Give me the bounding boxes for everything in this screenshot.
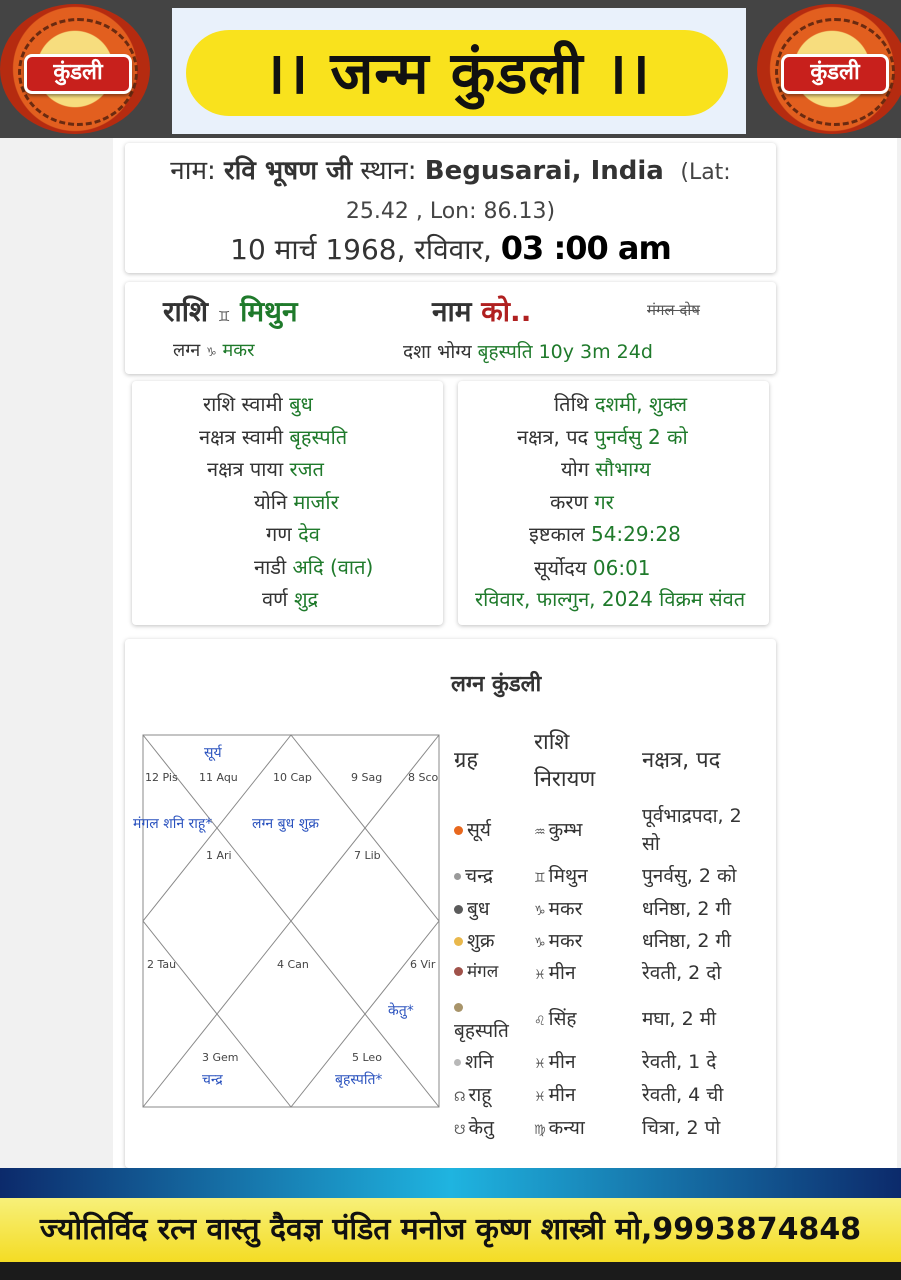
- table-row-nakshatra: धनिष्ठा, 2 गी: [642, 930, 732, 952]
- chart-title: लग्न कुंडली: [451, 672, 542, 697]
- footer-text: ज्योतिर्विद रत्न वास्तु दैवज्ञ पंडित मनोज कृष्ण शास्त्री मो,9993874848: [39, 1212, 862, 1247]
- sign-label: 8 Sco: [408, 771, 439, 784]
- sun-dot-icon: [454, 826, 463, 835]
- sign-label: 12 Pis: [145, 771, 178, 784]
- detail-row: नक्षत्र स्वामी बृहस्पति: [199, 425, 348, 449]
- table-row-nakshatra: मघा, 2 मी: [642, 1008, 717, 1030]
- table-row-rashi: ♓ मीन: [534, 962, 576, 984]
- detail-row: नक्षत्र पाया रजत: [207, 457, 324, 481]
- col-header-nirayan: निरायण: [534, 767, 596, 792]
- sign-label: 11 Aqu: [199, 771, 238, 784]
- detail-row: नक्षत्र, पद पुनर्वसु 2 को: [517, 425, 688, 449]
- naam-label: नाम: [432, 295, 472, 328]
- table-row-nakshatra: पुनर्वसु, 2 को: [642, 865, 737, 887]
- pisces-icon: ♓: [534, 1057, 546, 1072]
- table-row-nakshatra-cont: सो: [642, 833, 660, 855]
- detail-row: योनि मार्जार: [254, 490, 339, 514]
- aquarius-icon: ♒: [534, 825, 546, 840]
- planet-label: केतु*: [388, 1003, 414, 1019]
- saturn-dot-icon: [454, 1059, 461, 1066]
- gemini-icon: ♊: [217, 309, 231, 325]
- sign-label: 10 Cap: [273, 771, 312, 784]
- table-row-nakshatra: चित्रा, 2 पो: [642, 1117, 721, 1139]
- table-row-rashi: ♑ मकर: [534, 898, 583, 920]
- table-row-planet: बृहस्पति: [454, 1020, 509, 1042]
- pisces-icon: ♓: [534, 1090, 546, 1105]
- lagna-line: [173, 338, 254, 362]
- jupiter-dot-icon: [454, 1003, 463, 1012]
- detail-row: सूर्योदय 06:01: [534, 556, 651, 580]
- person-name: रवि भूषण जी: [224, 156, 353, 186]
- planet-label: चन्द्र: [202, 1072, 223, 1088]
- venus-dot-icon: [454, 937, 463, 946]
- col-header-rashi: राशि: [534, 730, 570, 755]
- birth-date: 10 मार्च 1968, रविवार,: [230, 233, 492, 266]
- detail-row: करण गर: [550, 490, 614, 514]
- naam-line: [432, 292, 531, 330]
- table-row-planet: चन्द्र: [454, 862, 493, 888]
- sign-label: 5 Leo: [352, 1051, 382, 1064]
- kundli-diagram: [140, 732, 442, 1110]
- datetime-line: [125, 229, 776, 268]
- person-card: [125, 143, 776, 273]
- pisces-icon: ♓: [534, 968, 546, 983]
- detail-row: इष्टकाल 54:29:28: [529, 522, 681, 546]
- capricorn-icon: ♑: [534, 936, 546, 951]
- sign-label: 9 Sag: [351, 771, 383, 784]
- sign-label: 6 Vir: [410, 958, 436, 971]
- ketu-node-icon: ☋: [454, 1123, 466, 1138]
- planet-label: सूर्य: [204, 745, 222, 761]
- planet-label: बृहस्पति*: [335, 1072, 383, 1088]
- col-header-planet: ग्रह: [454, 748, 479, 773]
- table-row-rashi: ♒ कुम्भ: [534, 819, 583, 841]
- table-row-nakshatra: रेवती, 1 दे: [642, 1051, 717, 1073]
- rashi-line: [163, 292, 298, 330]
- sign-label: 1 Ari: [206, 849, 232, 862]
- table-row-nakshatra: रेवती, 2 दो: [642, 962, 722, 984]
- table-row-planet: शुक्र: [454, 927, 495, 953]
- planet-label: मंगल शनि राहू*: [133, 816, 213, 832]
- table-row-rashi: ♑ मकर: [534, 930, 583, 952]
- table-row-rashi: ♌ सिंह: [534, 1008, 577, 1030]
- col-header-nakshatra: नक्षत्र, पद: [642, 748, 721, 773]
- rashi-value: मिथुन: [240, 295, 298, 328]
- table-row-rashi: ♓ मीन: [534, 1051, 576, 1073]
- samvat-line: रविवार, फाल्गुन, 2024 विक्रम संवत: [475, 587, 746, 611]
- detail-row: राशि स्वामी बुध: [203, 392, 313, 416]
- naam-value: को..: [481, 295, 532, 328]
- detail-row: तिथि दशमी, शुक्ल: [554, 392, 688, 416]
- table-row-planet: सूर्य: [454, 816, 491, 842]
- detail-row: गण देव: [266, 522, 320, 546]
- lagna-value: मकर: [222, 340, 255, 361]
- lat-prefix: (Lat:: [680, 160, 731, 185]
- logo-badge: कुंडली: [24, 54, 132, 94]
- sign-label: 7 Lib: [354, 849, 381, 862]
- sign-label: 3 Gem: [202, 1051, 239, 1064]
- table-row-nakshatra: पूर्वभाद्रपदा, 2: [642, 805, 742, 827]
- table-row-planet: बुध: [454, 895, 490, 921]
- planet-label: लग्न बुध शुक्र: [252, 816, 319, 832]
- rashi-card: [125, 282, 776, 374]
- footer-bottom-strip: [0, 1262, 901, 1280]
- moon-dot-icon: [454, 873, 461, 880]
- virgo-icon: ♍: [534, 1123, 546, 1138]
- table-row-rashi: ♍ कन्या: [534, 1117, 585, 1139]
- rahu-node-icon: ☊: [454, 1090, 466, 1105]
- dasha-line: [403, 338, 653, 364]
- name-label: नाम:: [170, 156, 216, 186]
- table-row-planet: ☊ राहू: [454, 1084, 492, 1106]
- sign-label: 4 Can: [277, 958, 309, 971]
- detail-row: नाडी अदि (वात): [254, 555, 374, 579]
- page-title: ।। जन्म कुंडली ।।: [186, 30, 728, 116]
- dasha-value: बृहस्पति 10y 3m 24d: [477, 341, 653, 363]
- detail-row: वर्ण शुद्र: [262, 587, 319, 611]
- table-row-nakshatra: धनिष्ठा, 2 गी: [642, 898, 732, 920]
- lagna-label: लग्न: [173, 340, 201, 361]
- sign-label: 2 Tau: [147, 958, 177, 971]
- mercury-dot-icon: [454, 905, 463, 914]
- table-row-rashi: ♓ मीन: [534, 1084, 576, 1106]
- leo-icon: ♌: [534, 1014, 546, 1029]
- table-row-planet: ☋ केतु: [454, 1117, 494, 1139]
- coords-line: 25.42 , Lon: 86.13): [345, 199, 556, 224]
- table-row-planet-dot: [454, 996, 467, 1018]
- table-row-planet: शनि: [454, 1048, 493, 1074]
- capricorn-icon: ♑: [206, 345, 217, 359]
- dasha-label: दशा भोग्य: [403, 341, 472, 363]
- kundli-logo-left: [0, 4, 150, 134]
- table-row-rashi: ♊ मिथुन: [534, 865, 588, 887]
- mangal-dosh: मंगल दोष: [647, 301, 700, 319]
- rashi-label: राशि: [163, 295, 208, 328]
- kundli-logo-right: [757, 4, 901, 134]
- detail-row: योग सौभाग्य: [561, 457, 651, 481]
- name-line: [125, 151, 776, 187]
- table-row-nakshatra: रेवती, 4 ची: [642, 1084, 724, 1106]
- gemini-icon: ♊: [534, 871, 546, 886]
- person-place: Begusarai, India: [424, 156, 664, 186]
- place-label: स्थान:: [360, 156, 417, 186]
- birth-time: 03 :00 am: [500, 229, 671, 267]
- logo-badge: कुंडली: [781, 54, 889, 94]
- mars-dot-icon: [454, 967, 463, 976]
- capricorn-icon: ♑: [534, 904, 546, 919]
- table-row-planet: मंगल: [454, 959, 498, 982]
